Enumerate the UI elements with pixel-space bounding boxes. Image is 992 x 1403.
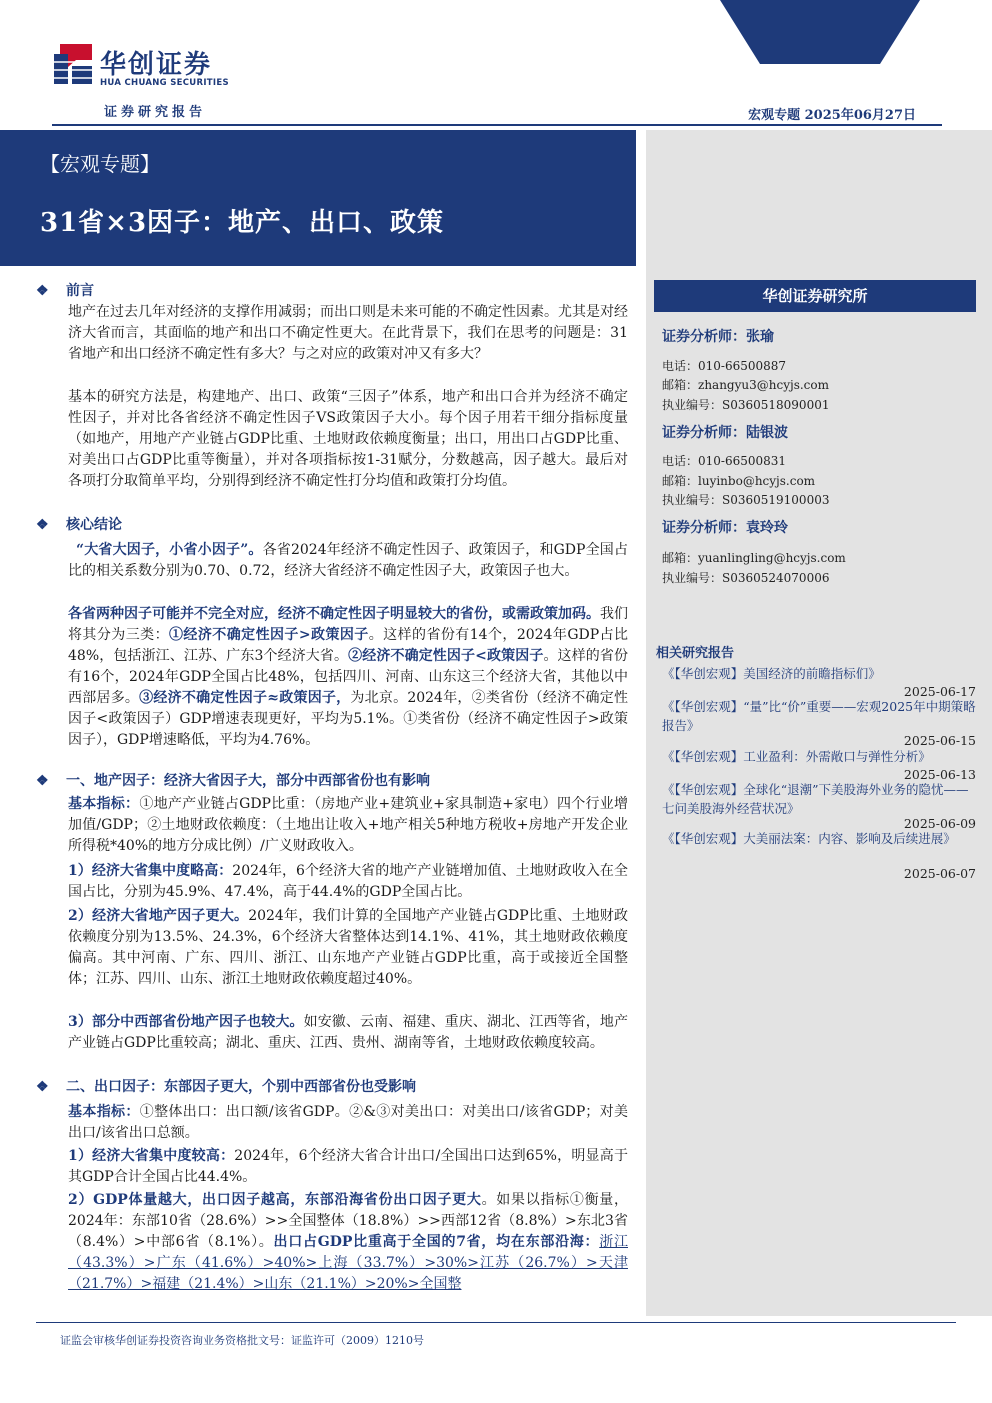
paragraph: “大省大因子，小省小因子”。各省2024年经济不确定性因子、政策因子，和GDP全国占比的相关系数分别为0.70、0.72，经济大省经济不确定性因子大，政策因子也大。 bbox=[68, 542, 628, 579]
analyst-email[interactable]: 邮箱：yuanlingling@hcyjs.com bbox=[662, 551, 846, 565]
institute-name: 华创证券研究所 bbox=[654, 280, 976, 312]
analyst-email[interactable]: 邮箱：zhangyu3@hcyjs.com bbox=[662, 378, 830, 392]
related-reports-heading: 相关研究报告 bbox=[656, 646, 735, 661]
analyst-phone: 电话：010-66500831 bbox=[662, 454, 787, 468]
report-date: 宏观专题 2025年06月27日 bbox=[748, 108, 916, 123]
paragraph: 2）经济大省地产因子更大。2024年，我们计算的全国地产产业链占GDP比重、土地财政依赖度分别为13.5%、24.3%，6个经济大省整体达到14.1%、41%，其土地财政依赖度偏高。其中河南、广东、四川、浙江、山东地产产业链占GDP比重，高于或接近全国整体；江苏、四川、山东、浙江土地财政依赖度超过40%。 bbox=[68, 908, 628, 987]
header-divider bbox=[52, 124, 942, 126]
paragraph: 各省两种因子可能并不完全对应，经济不确定性因子明显较大的省份，或需政策加码。我们将其分为三类：①经济不确定性因子>政策因子。这样的省份有14个，2024年GDP占比48%，包括浙江、江苏、广东3个经济大省。②经济不确定性因子<政策因子。这样的省份有16个，2024年GDP全国占比48%，包括四川、河南、山东这三个经济大省，其他以中西部居多。③经济不确定性因子≈政策因子，为北京。2024年，②类省份（经济不确定性因子<政策因子）GDP增速表现更好，平均为5.1%。①类省份（经济不确定性因子>政策因子），GDP增速略低，平均为4.76%。 bbox=[68, 606, 628, 748]
report-category: 【宏观专题】 bbox=[40, 152, 160, 176]
analyst-name: 证券分析师：袁玲玲 bbox=[662, 520, 788, 536]
analyst-license: 执业编号：S0360519100003 bbox=[662, 493, 830, 507]
diamond-bullet-icon: ❖ bbox=[36, 283, 49, 299]
paragraph: 2）GDP体量越大，出口因子越高，东部沿海省份出口因子更大。如果以指标①衡量，2024年：东部10省（28.6%）>>全国整体（18.8%）>>西部12省（8.8%）>东北3省（8.4%）>中部6省（8.1%）。出口占GDP比重高于全国的7省，均在东部沿海：浙江（43.3%）>广东（41.6%）>40%>上海（33.7%）>30%>江苏（26.7%）>天津（21.7%）>福建（21.4%）>山东（21.1%）>20%>全国整 bbox=[68, 1192, 628, 1292]
paragraph: 3）部分中西部省份地产因子也较大。如安徽、云南、福建、重庆、湖北、江西等省，地产产业链占GDP比重较高；湖北、重庆、江西、贵州、湖南等省，土地财政依赖度较高。 bbox=[68, 1014, 628, 1051]
related-report-date: 2025-06-09 bbox=[903, 816, 976, 831]
section-heading: ❖ 二、出口因子：东部因子更大，个别中西部省份也受影响 bbox=[36, 1079, 416, 1095]
diamond-bullet-icon: ❖ bbox=[36, 1079, 49, 1095]
paragraph: 基本指标：①整体出口：出口额/该省GDP。②&③对美出口：对美出口/该省GDP；对美出口/该省出口总额。 bbox=[68, 1104, 628, 1141]
related-report-date: 2025-06-07 bbox=[903, 866, 976, 881]
related-report-date: 2025-06-17 bbox=[903, 684, 976, 699]
diamond-bullet-icon: ❖ bbox=[36, 517, 49, 533]
related-report-date: 2025-06-15 bbox=[903, 733, 976, 748]
brand-name: 华创证券 bbox=[100, 50, 213, 80]
analyst-phone: 电话：010-66500887 bbox=[662, 359, 787, 373]
section-heading: ❖ 一、地产因子：经济大省因子大，部分中西部省份也有影响 bbox=[36, 773, 430, 789]
section-heading: ❖ 前言 bbox=[36, 283, 94, 299]
related-report-date: 2025-06-13 bbox=[903, 767, 976, 782]
brand-name-english: HUA CHUANG SECURITIES bbox=[100, 78, 229, 88]
report-title: 31省×3因子：地产、出口、政策 bbox=[40, 208, 445, 238]
paragraph: 地产在过去几年对经济的支撑作用减弱；而出口则是未来可能的不确定性因素。尤其是对经济大省而言，其面临的地产和出口不确定性更大。在此背景下，我们在思考的问题是：31省地产和出口经济不确定性有多大？与之对应的政策对冲又有多大？ bbox=[68, 304, 628, 362]
paragraph: 1）经济大省集中度略高：2024年，6个经济大省的地产产业链增加值、土地财政收入在全国占比，分别为45.9%、47.4%，高于44.4%的GDP全国占比。 bbox=[68, 863, 628, 900]
analyst-name: 证券分析师：陆银波 bbox=[662, 425, 788, 441]
analyst-email[interactable]: 邮箱：luyinbo@hcyjs.com bbox=[662, 474, 816, 488]
paragraph: 基本的研究方法是，构建地产、出口、政策“三因子”体系，地产和出口合并为经济不确定性因子，并对比各省经济不确定性因子VS政策因子大小。每个因子用若干细分指标度量（如地产，用地产产业链占GDP比重、土地财政依赖度衡量；出口，用出口占GDP比重、对美出口占GDP比重等衡量），并对各项指标按1-31赋分，分数越高，因子越大。最后对各项打分取简单平均，分别得到经济不确定性打分均值和政策打分均值。 bbox=[68, 389, 628, 489]
section-heading: ❖ 核心结论 bbox=[36, 517, 122, 533]
related-report-link[interactable]: 《【华创宏观】大美丽法案：内容、影响及后续进展》 bbox=[662, 831, 956, 846]
related-report-link[interactable]: 《【华创宏观】全球化“退潮”下美股海外业务的隐忧——七问美股海外经营状况》 bbox=[662, 782, 969, 816]
related-report-link[interactable]: 《【华创宏观】“量”比“价”重要——宏观2025年中期策略报告》 bbox=[662, 699, 976, 733]
analyst-license: 执业编号：S0360518090001 bbox=[662, 398, 830, 412]
footer-divider bbox=[36, 1322, 956, 1323]
diamond-bullet-icon: ❖ bbox=[36, 773, 49, 789]
analyst-name: 证券分析师：张瑜 bbox=[662, 329, 774, 345]
company-logo bbox=[52, 40, 94, 86]
corner-triangle-decoration bbox=[720, 0, 920, 64]
footer-disclaimer: 证监会审核华创证券投资咨询业务资格批文号：证监许可（2009）1210号 bbox=[60, 1334, 424, 1347]
related-report-link[interactable]: 《【华创宏观】工业盈利：外需敞口与弹性分析》 bbox=[662, 749, 931, 764]
related-report-link[interactable]: 《【华创宏观】美国经济的前瞻指标们》 bbox=[662, 666, 881, 681]
paragraph: 基本指标：①地产产业链占GDP比重：（房地产业+建筑业+家具制造+家电）四个行业增加值/GDP；②土地财政依赖度：（土地出让收入+地产相关5种地方税收+房地产开发企业所得税*40%的地方分成比例）/广义财政收入。 bbox=[68, 796, 628, 854]
report-type-label: 证券研究报告 bbox=[104, 105, 207, 120]
analyst-license: 执业编号：S0360524070006 bbox=[662, 571, 830, 585]
paragraph: 1）经济大省集中度较高：2024年，6个经济大省合计出口/全国出口达到65%，明显高于其GDP合计全国占比44.4%。 bbox=[68, 1148, 628, 1185]
